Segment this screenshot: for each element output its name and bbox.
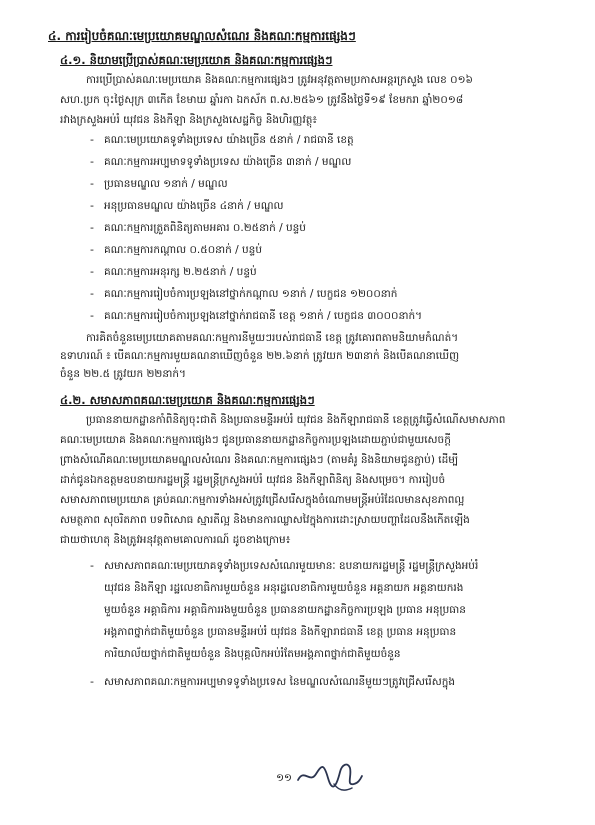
- s42-para-line-7: ជាយថាហេតុ និងត្រូវអនុវត្តតាមគោលការណ៍ ដូចខាងក្រោម៖: [60, 534, 291, 546]
- s42-bullet1-line-4: អង្គភាពថ្នាក់ជាតិមួយចំនួន ប្រធានមន្ទីរអប់រំ យុវជន និងកីឡារាជធានី ខេត្ត ប្រធាន អនុប្រធាន: [104, 626, 457, 638]
- signature-mark: [294, 754, 364, 794]
- bullet-item: អនុប្រធានមណ្ឌល យ៉ាងច្រើន ៤នាក់ / មណ្ឌល: [104, 200, 284, 212]
- s42-bullet1-line-5: ការិយាល័យថ្នាក់ជាតិមួយចំនួន និងបុគ្គលិកអប់រំតែមអង្គភាពថ្នាក់ជាតិមួយចំនួន: [104, 648, 401, 660]
- bullet-dash: -: [90, 559, 94, 572]
- section-4-2-heading: ៤.២. សមាសភាពគណៈមេប្រយោគ និងគណៈកម្មការផ្សេងៗ: [60, 393, 315, 407]
- s42-para-line-3: ព្រាងសំណើគណៈមេប្រយោគមណ្ឌលសំណេរ និងគណៈកម្មការផ្សេងៗ (តាមគំរូ និងនិយាមជូនភ្ជាប់) ដើម្បី: [60, 454, 459, 466]
- s42-bullet1-line-2: យុវជន និងកីឡា រដ្ឋលេខាធិការមួយចំនួន អនុរដ្ឋលេខាធិការមួយចំនួន អគ្គនាយក អគ្គនាយករង: [104, 582, 464, 594]
- calc-line-2: ឧទាហរណ៍ ៖ បើគណៈកម្មការមួយគណនាឃើញចំនួន ២២.៦នាក់ ត្រូវយក ២៣នាក់ និងបើគណនាឃើញ: [60, 350, 460, 362]
- s42-para-line-4: ដាក់ជូនឯកឧត្ដមឧបនាយករដ្ឋមន្ត្រី រដ្ឋមន្ត្រីក្រសួងអប់រំ យុវជន និងកីឡាពិនិត្យ និងសម្រេច។ ការរៀបចំ: [60, 474, 446, 486]
- bullet-item: គណៈកម្មការរៀបចំការប្រឡងនៅថ្នាក់រាជធានី ខេត្ត ១នាក់ / បេក្ខជន ៣០០០នាក់។: [104, 310, 423, 322]
- bullet-item: ប្រធានមណ្ឌល ១នាក់ / មណ្ឌល: [104, 178, 228, 190]
- s42-bullet1-line-3: មួយចំនួន អគ្គាធិការ អគ្គាធិការរងមួយចំនួន ប្រធាននាយកដ្ឋានកិច្ចការប្រឡង ប្រធាន អនុប្រធាន: [104, 604, 466, 616]
- s42-para-line-1: ប្រធាននាយកដ្ឋានកាំពិនិត្យចុះជាតិ និងប្រធានមន្ទីរអប់រំ យុវជន និងកីឡារាជធានី ខេត្តត្រូវធ្វើសំណើសមាសភាព: [86, 414, 506, 426]
- bullet-dash: -: [90, 287, 94, 300]
- s42-bullet1-line-1: សមាសភាពគណៈមេប្រយោគទូទាំងប្រទេសសំណេរមួយមានៈ ឧបនាយករដ្ឋមន្ត្រី រដ្ឋមន្ត្រីក្រសួងអប់រំ: [104, 560, 479, 572]
- bullet-item: គណៈកម្មការអប្បមាទទូទាំងប្រទេស យ៉ាងច្រើន ៣នាក់ / មណ្ឌល: [104, 156, 352, 168]
- calc-line-3: ចំនួន ២២.៥ ត្រូវយក ២២នាក់។: [60, 368, 186, 380]
- bullet-dash: -: [90, 675, 94, 688]
- intro-line-1: ការប្រើប្រាស់គណៈមេប្រយោគ និងគណៈកម្មការផ្សេងៗ ត្រូវអនុវត្តតាមប្រកាសអន្តរក្រសួង លេខ ០១៦: [86, 74, 473, 86]
- page-number: ១១: [276, 772, 292, 784]
- bullet-dash: -: [90, 309, 94, 322]
- s42-para-line-5: សមាសភាពមេប្រយោគ គ្រប់គណៈកម្មការទាំងអស់ត្រូវជ្រើសរើសក្នុងចំណោមមន្ត្រីអប់រំដែលមានសុខភាពល្អ: [60, 494, 465, 506]
- intro-line-2: សហ.ប្រក ចុះថ្ងៃសុក្រ ៣កើត ខែមាឃ ឆ្នាំរកា ឯកស័ក ព.ស.២៥៦១ ត្រូវនឹងថ្ងៃទី១៩ ខែមករា ឆ្នាំ២០១៨: [60, 94, 464, 106]
- bullet-dash: -: [90, 133, 94, 146]
- intro-line-3: រវាងក្រសួងអប់រំ យុវជន និងកីឡា និងក្រសួងសេដ្ឋកិច្ច និងហិរញ្ញវត្ថុ៖: [60, 114, 317, 126]
- bullet-dash: -: [90, 265, 94, 278]
- section-4-1-heading: ៤.១. និយាមប្រើប្រាស់គណៈមេប្រយោគ និងគណៈកម្មការផ្សេងៗ: [60, 53, 333, 67]
- bullet-dash: -: [90, 221, 94, 234]
- s42-bullet2-line-1: សមាសភាពគណៈកម្មការអប្បមាទទូទាំងប្រទេស នៃមណ្ឌលសំណេរនីមួយៗត្រូវជ្រើសរើសក្នុង: [104, 676, 456, 688]
- bullet-dash: -: [90, 199, 94, 212]
- bullet-dash: -: [90, 155, 94, 168]
- s42-para-line-2: គណៈមេប្រយោគ និងគណៈកម្មការផ្សេងៗ ជូនប្រធាននាយកដ្ឋានកិច្ចការប្រឡងដោយភ្ជាប់ជាមួយសេចក្ដី: [60, 434, 451, 446]
- s42-para-line-6: សមត្ថភាព សុចរិតភាព បទពិសោធ ស្មារតីល្អ និងមានការឈ្លាសវៃក្នុងការដោះស្រាយបញ្ហាដែលនឹងកើតឡើង: [60, 514, 470, 526]
- bullet-item: គណៈកម្មការត្រួតពិនិត្យតាមអគារ ០.២៥នាក់ / បន្ទប់: [104, 222, 306, 234]
- calc-line-1: ការគិតចំនួនមេប្រយោគតាមគណៈកម្មការនីមួយៗរបស់រាជធានី ខេត្ត ត្រូវគោរពតាមនិយាមកំណត់។: [86, 332, 459, 344]
- section-4-heading: ៤. ការរៀបចំគណៈមេប្រយោគមណ្ឌលសំណេរ និងគណៈកម្មការផ្សេងៗ: [48, 29, 356, 43]
- bullet-item: គណៈកម្មការរៀបចំការប្រឡងនៅថ្នាក់កណ្ដាល ១នាក់ / បេក្ខជន ១២០០នាក់: [104, 288, 398, 300]
- bullet-dash: -: [90, 177, 94, 190]
- bullet-item: គណៈកម្មការអនុរក្ស ២.២៥នាក់ / បន្ទប់: [104, 266, 257, 278]
- bullet-item: គណៈមេប្រយោគទូទាំងប្រទេស យ៉ាងច្រើន ៥នាក់ / រាជធានី ខេត្ត: [104, 134, 354, 146]
- bullet-item: គណៈកម្មការកណ្ដាល ០.៥០នាក់ / បន្ទប់: [104, 244, 263, 256]
- bullet-dash: -: [90, 243, 94, 256]
